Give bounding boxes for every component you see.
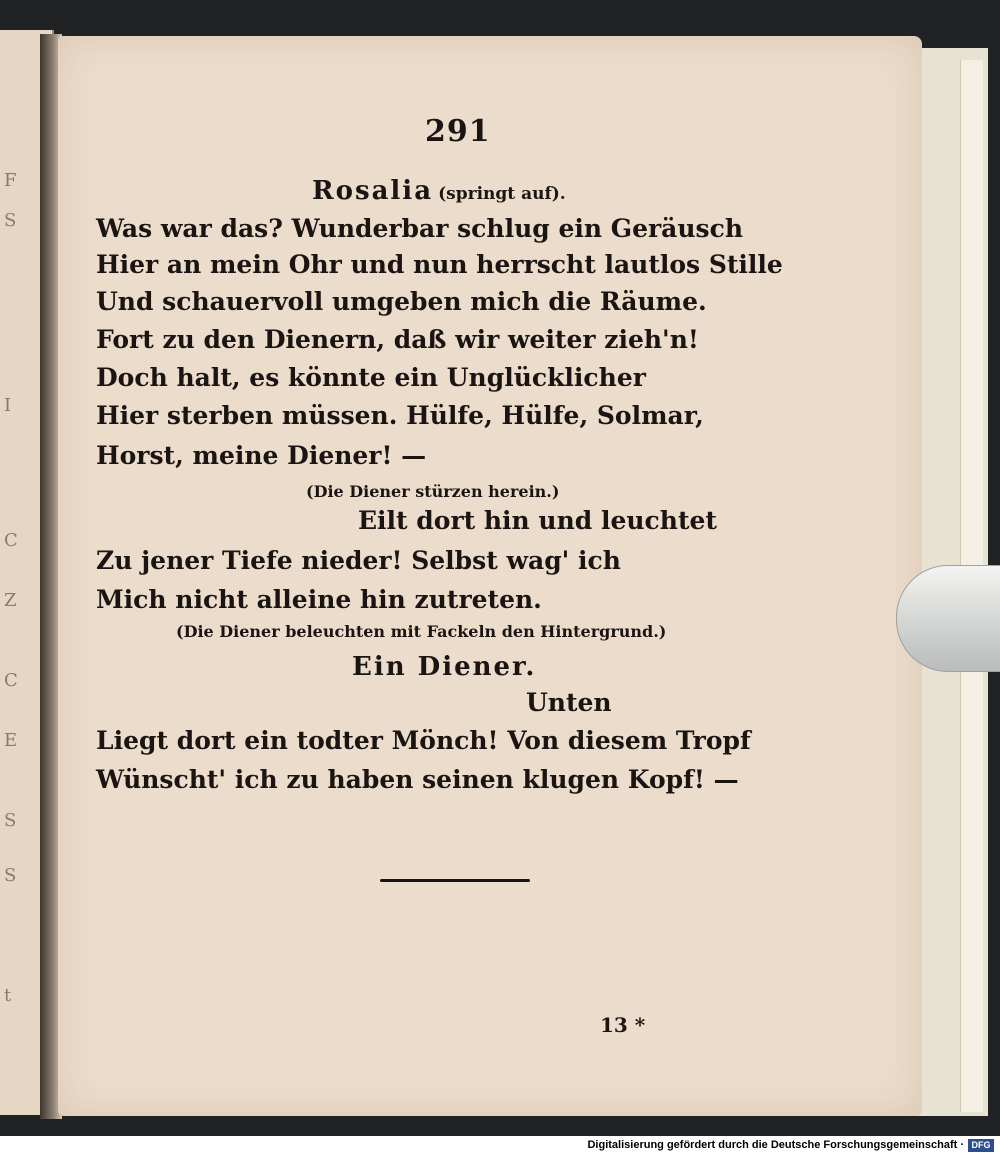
verse-line: Eilt dort hin und leuchtet [358,506,717,535]
left-page-fragment: I [4,395,12,416]
verse-line: Was war das? Wunderbar schlug ein Geräusch [96,214,743,243]
stage-direction-inline: (springt auf). [438,184,566,204]
verse-line: Zu jener Tiefe nieder! Selbst wag' ich [96,546,621,575]
stage-direction: (Die Diener stürzen herein.) [306,482,560,501]
speaker-ein-diener: Ein Diener. [352,652,537,682]
left-page-fragment: S [4,865,17,886]
verse-line: Doch halt, es könnte ein Unglücklicher [96,363,646,392]
left-page-fragment: S [4,210,17,231]
left-page-fragment: Z [4,590,17,611]
verse-line: Horst, meine Diener! — [96,441,427,470]
digitization-footer [0,1136,1000,1156]
verse-line: Hier an mein Ohr und nun herrscht lautlos Stille [96,250,783,279]
speaker-rosalia: Rosalia [312,176,434,206]
verse-line: Fort zu den Dienern, daß wir weiter zieh'n! [96,325,699,354]
verse-line: Wünscht' ich zu haben seinen klugen Kopf! — [96,765,739,794]
page-number: 291 [425,114,491,149]
end-rule [380,879,530,882]
book-page [58,36,922,1116]
left-page-fragment: C [4,670,18,691]
verse-line: Mich nicht alleine hin zutreten. [96,585,542,614]
footer-credit: Digitalisierung gefördert durch die Deutsche Forschungsgemeinschaft · [587,1139,964,1151]
verse-line: Liegt dort ein todter Mönch! Von diesem Tropf [96,726,751,755]
left-page-fragment: E [4,730,18,751]
verse-line: Und schauervoll umgeben mich die Räume. [96,287,707,316]
page-clip [896,565,1000,672]
stage-direction: (Die Diener beleuchten mit Fackeln den Hintergrund.) [176,622,667,641]
speaker-line [312,176,566,206]
left-page-fragment: F [4,170,17,191]
dfg-logo-icon: DFG [968,1139,994,1152]
left-page-fragment: C [4,530,18,551]
verse-line: Unten [526,688,612,717]
signature-mark: 13 * [600,1013,646,1037]
left-page-fragment: t [4,985,12,1006]
left-page-fragment: S [4,810,17,831]
verse-line: Hier sterben müssen. Hülfe, Hülfe, Solmar, [96,401,704,430]
